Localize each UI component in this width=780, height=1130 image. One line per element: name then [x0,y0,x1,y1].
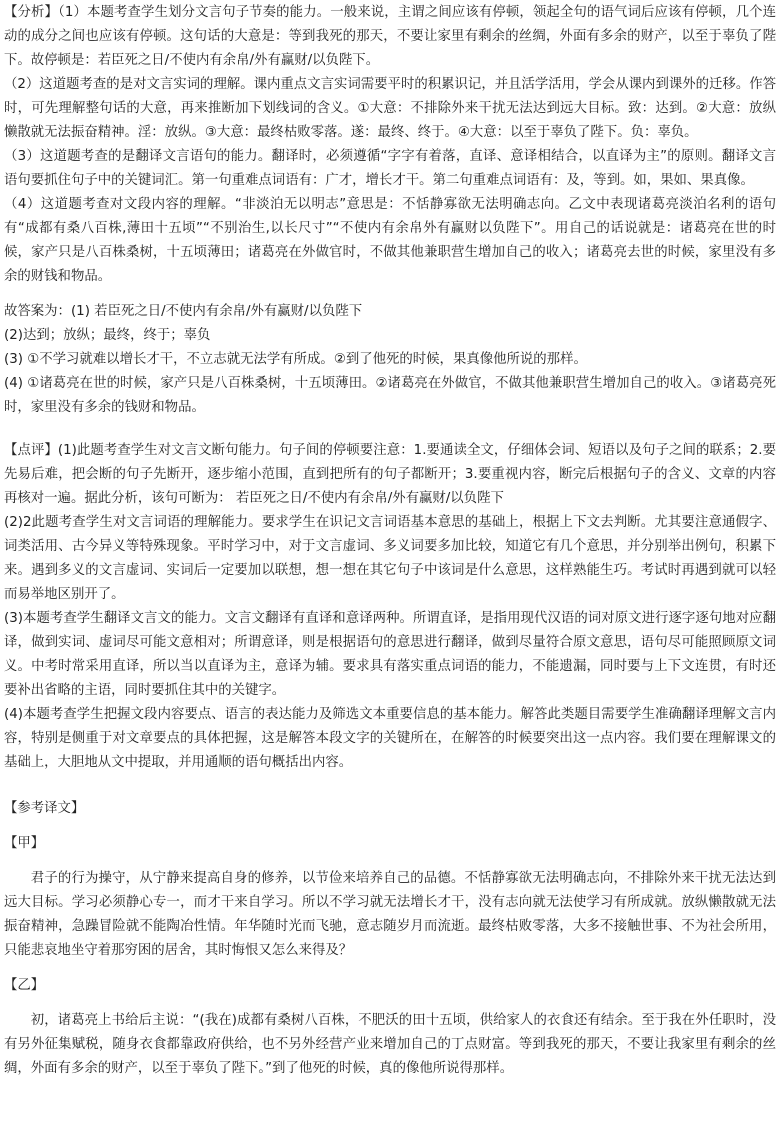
comment-2: (2)2此题考查学生对文言词语的理解能力。要求学生在识记文言词语基本意思的基础上，根据上下文去判断。尤其要注意通假字、词类活用、古今异义等特殊现象。平时学习中，对于文言虚词、多义词要多加比较，知道它有几个意思，并分别举出例句，积累下来。遇到多义的文言虚词、实词后一定要加以联想，想一想在其它句子中该词是什么意思，这样熟能生巧。考试时再遇到就可以轻而易举地区别开了。 [4,515,776,602]
analysis-part-3: （3）这道题考查的是翻译文言语句的能力。翻译时，必须遵循“字字有着落，直译、意译相结合，以直译为主”的原则。翻译文言语句要抓住句子中的关键词汇。第一句重难点词语有：广才，增长才干。第二句重难点词语有：及，等到。如，果如、果真像。 [4,149,776,188]
answer-2: (2)达到；放纵；最终，终于；辜负 [4,328,211,343]
section-yi-text: 初，诸葛亮上书给后主说：“(我在)成都有桑树八百株，不肥沃的田十五顷，供给家人的衣食还有结余。至于我在外任职时，没有另外征集赋税，随身衣食都靠政府供给，也不另外经营产业来增加自己的丁点财富。等到我死的那天，不要让我家里有剩余的丝绸，外面有多余的财产，以至于辜负了陛下。”到了他死的时候，真的像他所说得那样。 [4,1013,776,1076]
analysis-part-2: （2）这道题考查的是对文言实词的理解。课内重点文言实词需要平时的积累识记，并且活学活用，学会从课内到课外的迁移。作答时，可先理解整句话的大意，再来推断加下划线词的含义。①大意：不排除外来干扰无法达到远大目标。致：达到。②大意：放纵懒散就无法振奋精神。淫：放纵。③大意：最终枯败零落。遂：最终、终于。④大意：以至于辜负了陛下。负：辜负。 [4,77,776,140]
section-yi-heading: 【乙】 [4,978,45,993]
answer-4: (4) ①诸葛亮在世的时候，家产只是八百株桑树，十五顷薄田。②诸葛亮在外做官，不做其他兼职营生增加自己的收入。③诸葛亮死时，家里没有多余的钱财和物品。 [4,376,776,415]
reference-translation-heading: 【参考译文】 [4,801,85,816]
comment-3: (3)本题考查学生翻译文言文的能力。文言文翻译有直译和意译两种。所谓直译，是指用现代汉语的词对原文进行逐字逐句地对应翻译，做到实词、虚词尽可能文意相对；所谓意译，则是根据语句的意思进行翻译，做到尽量符合原文意思，语句尽可能照顾原文词义。中考时常采用直译，所以当以直译为主，意译为辅。要求具有落实重点词语的能力，不能遗漏，同时要与上下文连贯，有时还要补出省略的主语，同时要抓住其中的关键字。 [4,611,776,698]
section-jia-heading: 【甲】 [4,836,45,851]
analysis-part-4: （4）这道题考查对文段内容的理解。“非淡泊无以明志”意思是：不恬静寡欲无法明确志向。乙文中表现诸葛亮淡泊名利的语句有“成都有桑八百株,薄田十五顷”“不别治生,以长尺寸”“不使内有余帛外有赢财以负陛下”。用自己的话说就是：诸葛亮在世的时候，家产只是八百株桑树，十五顷薄田；诸葛亮在外做官时，不做其他兼职营生增加自己的收入；诸葛亮去世的时候，家里没有多余的财钱和物品。 [4,197,776,284]
answer-1: 故答案为：(1) 若臣死之日/不使内有余帛/外有赢财/以负陛下 [4,304,363,319]
comment-1: 【点评】(1)此题考查学生对文言文断句能力。句子间的停顿要注意：1.要通读全文，仔细体会词、短语以及句子之间的联系；2.要先易后难，把会断的句子先断开，逐步缩小范围，直到把所有的句子都断开；3.要重视内容，断完后根据句子的含义、文章的内容再核对一遍。据此分析，该句可断为： 若臣死之日/不使内有余帛/外有赢财/以负陛下 [4,443,776,506]
answer-3: (3) ①不学习就难以增长才干，不立志就无法学有所成。②到了他死的时候，果真像他所说的那样。 [4,352,587,367]
section-jia-text: 君子的行为操守，从宁静来提高自身的修养，以节俭来培养自己的品德。不恬静寡欲无法明确志向，不排除外来干扰无法达到远大目标。学习必须静心专一，而才干来自学习。所以不学习就无法增长才干，没有志向就无法使学习有所成就。放纵懒散就无法振奋精神，急躁冒险就不能陶冶性情。年华随时光而飞驰，意志随岁月而流逝。最终枯败零落，大多不接触世事、不为社会所用，只能悲哀地坐守着那穷困的居舍，其时悔恨又怎么来得及？ [4,871,776,958]
analysis-part-1: 【分析】（1）本题考查学生划分文言句子节奏的能力。一般来说，主谓之间应该有停顿，领起全句的语气词后应该有停顿，几个连动的成分之间也应该有停顿。这句话的大意是：等到我死的那天，不要让家里有剩余的丝绸，外面有多余的财产，以至于辜负了陛下。故停顿是：若臣死之日/不使内有余帛/外有赢财/以负陛下。 [4,5,776,68]
comment-4: (4)本题考查学生把握文段内容要点、语言的表达能力及筛选文本重要信息的基本能力。解答此类题目需要学生准确翻译理解文言内容，特别是侧重于对文章要点的具体把握，这是解答本段文字的关键所在，在解答的时候要突出这一点内容。我们要在理解课文的基础上，大胆地从文中提取，并用通顺的语句概括出内容。 [4,707,776,770]
